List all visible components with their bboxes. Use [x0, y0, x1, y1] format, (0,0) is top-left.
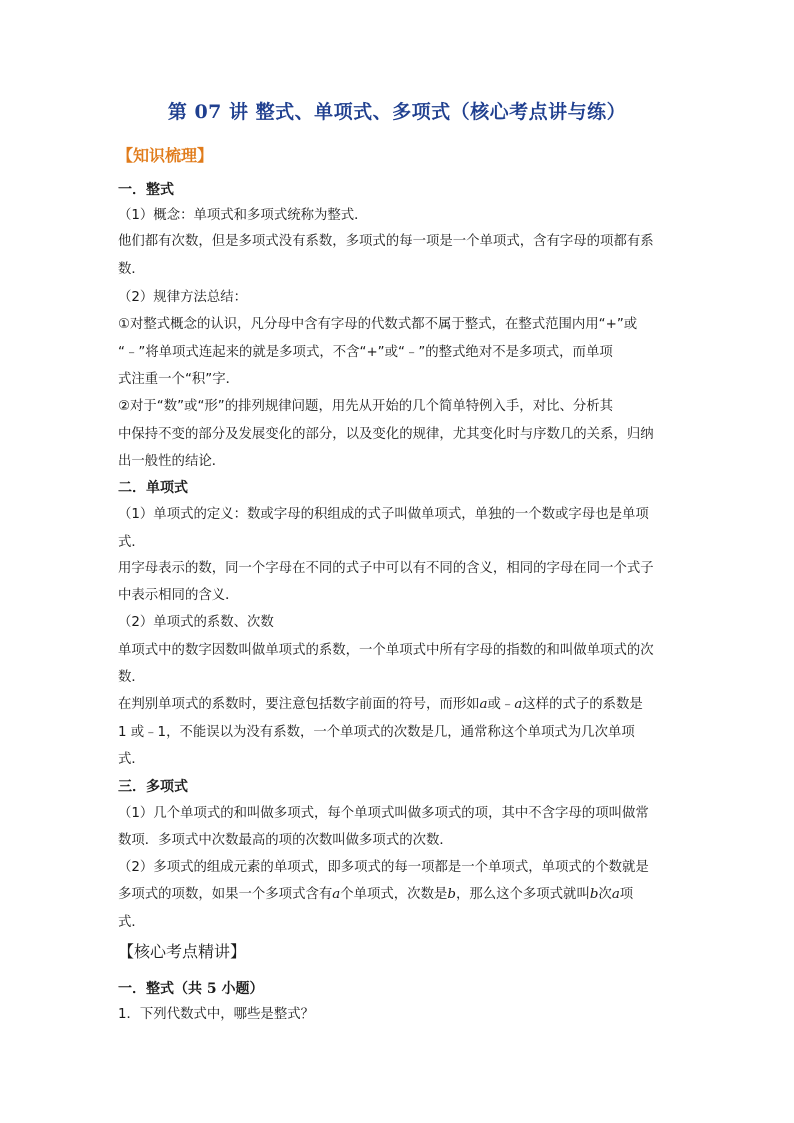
- s1-line: ②对于“数”或“形”的排列规律问题，用先从开始的几个简单特例入手，对比、分析其: [118, 399, 614, 414]
- s3-line: 式．: [118, 915, 145, 930]
- section-2-heading: 二．单项式: [118, 480, 188, 496]
- s3-text: 多项式的项数，如果一个多项式含有: [118, 887, 333, 902]
- var-a: a: [332, 887, 341, 902]
- s1-line: 中保持不变的部分及发展变化的部分，以及变化的规律，尤其变化时与序数几的关系，归纳: [118, 427, 654, 442]
- s3-text: ，那么这个多项式就叫: [455, 887, 590, 902]
- s1-line: （2）规律方法总结：: [118, 290, 248, 305]
- var-a: a: [479, 697, 488, 712]
- s3-line: [118, 887, 633, 903]
- s2-line: 式．: [118, 752, 145, 767]
- s2-line: [118, 697, 643, 713]
- section-3-heading: 三．多项式: [118, 779, 188, 795]
- s1-line: ①对整式概念的认识，凡分母中含有字母的代数式都不属于整式，在整式范围内用“+”或: [118, 317, 638, 332]
- s3-text: 项: [619, 887, 634, 902]
- s3-line: （1）几个单项式的和叫做多项式，每个单项式叫做多项式的项，其中不含字母的项叫做常: [118, 806, 649, 821]
- s2-text: 这样的式子的系数是: [522, 697, 643, 712]
- core-heading: 【核心考点精讲】: [118, 942, 247, 961]
- var-b: b: [447, 887, 456, 902]
- var-b: b: [589, 887, 599, 902]
- s3-line: 数项．多项式中次数最高的项的次数叫做多项式的次数．: [118, 833, 453, 848]
- s1-line: （1）概念：单项式和多项式统称为整式．: [118, 208, 368, 223]
- s2-line: 中表示相同的含义．: [118, 588, 239, 603]
- question-section-heading: 一．整式（共 5 小题）: [118, 981, 264, 997]
- s2-line: （2）单项式的系数、次数: [118, 615, 274, 630]
- page-title: 第 07 讲 整式、单项式、多项式（核心考点讲与练）: [167, 101, 627, 123]
- s2-line: 1 或﹣1，不能误以为没有系数，一个单项式的次数是几，通常称这个单项式为几次单项: [118, 725, 635, 740]
- s1-line: 式注重一个“积”字．: [118, 372, 239, 387]
- question-1: 1．下列代数式中，哪些是整式？: [118, 1007, 314, 1022]
- s2-line: （1）单项式的定义：数或字母的积组成的式子叫做单项式，单独的一个数或字母也是单项: [118, 507, 649, 522]
- s3-text: 个单项式，次数是: [340, 887, 448, 902]
- s1-line: “﹣”将单项式连起来的就是多项式，不含“+”或“﹣”的整式绝对不是多项式，而单项: [118, 345, 613, 360]
- var-a: a: [514, 697, 523, 712]
- s1-line: 出一般性的结论．: [118, 454, 226, 469]
- s1-line: 他们都有次数，但是多项式没有系数，多项式的每一项是一个单项式，含有字母的项都有系: [118, 234, 654, 249]
- s2-line: 单项式中的数字因数叫做单项式的系数，一个单项式中所有字母的指数的和叫做单项式的次: [118, 643, 654, 658]
- s2-text: 在判别单项式的系数时，要注意包括数字前面的符号，而形如: [118, 697, 480, 712]
- s2-line: 用字母表示的数，同一个字母在不同的式子中可以有不同的含义，相同的字母在同一个式子: [118, 561, 654, 576]
- var-a: a: [611, 887, 620, 902]
- s3-text: 次: [598, 887, 612, 902]
- section-1-heading: 一．整式: [118, 182, 174, 198]
- s2-line: 数．: [118, 670, 145, 685]
- knowledge-heading: 【知识梳理】: [117, 146, 214, 165]
- s1-line: 数．: [118, 262, 145, 277]
- s2-line: 式．: [118, 535, 145, 550]
- s2-text: 或﹣: [487, 697, 515, 712]
- s3-line: （2）多项式的组成元素的单项式，即多项式的每一项都是一个单项式，单项式的个数就是: [118, 860, 649, 875]
